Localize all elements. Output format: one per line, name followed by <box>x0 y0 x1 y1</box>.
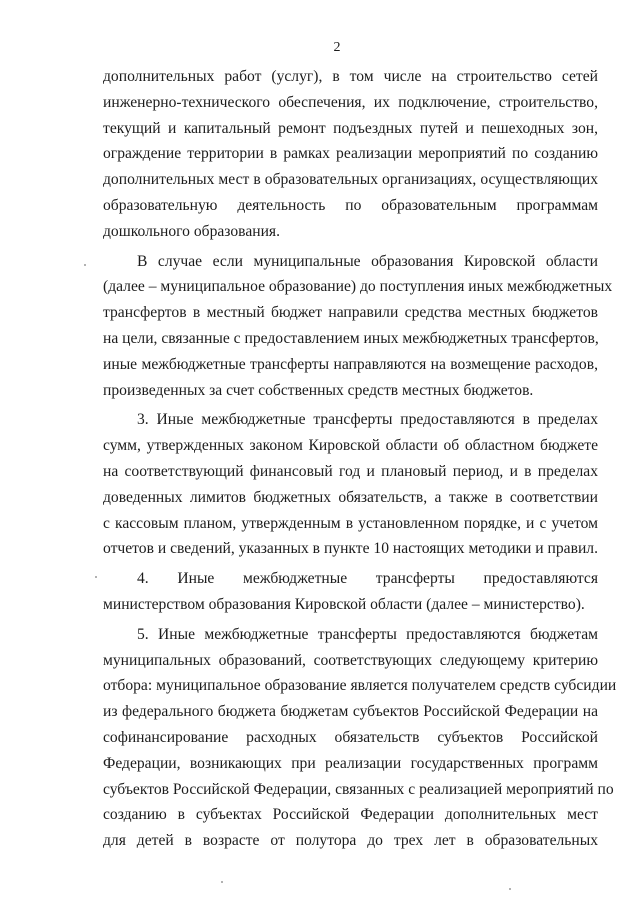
text-line: 5. Иные межбюджетные трансферты предоставляются бюджетам <box>137 625 598 643</box>
text-line: для детей в возрасте от полутора до трех лет в образовательных <box>103 832 598 850</box>
text-line: трансфертов в местный бюджет направили средства местных бюджетов <box>103 304 598 322</box>
text-line: В случае если муниципальные образования Кировской области <box>137 252 598 270</box>
text-line: произведенных за счет собственных средств местных бюджетов. <box>103 381 534 399</box>
text-line: дополнительных мест в образовательных организациях, осуществляющих <box>103 171 598 189</box>
paragraph-continuation <box>103 64 598 245</box>
text-line: образовательную деятельность по образовательным программам <box>103 196 598 214</box>
text-line: с кассовым планом, утвержденным в установленном порядке, и с учетом <box>103 514 598 532</box>
paragraph-item-5 <box>103 622 617 854</box>
text-line: созданию в субъектах Российской Федерации дополнительных мест <box>103 806 598 824</box>
text-line: текущий и капитальный ремонт подъездных путей и пешеходных зон, <box>103 119 598 137</box>
text-line: отчетов и сведений, указанных в пункте 10 настоящих методики и правил. <box>103 540 598 558</box>
text-line: министерством образования Кировской области (далее – министерство). <box>103 595 585 613</box>
text-line: на соответствующий финансовый год и плановый период, и в пределах <box>103 462 598 480</box>
text-line: софинансирование расходных обязательств субъектов Российской <box>103 728 598 746</box>
text-line: из федерального бюджета бюджетам субъектов Российской Федерации на <box>103 703 598 721</box>
text-line: инженерно-технического обеспечения, их подключение, строительство, <box>103 93 598 111</box>
page-number: 2 <box>333 40 341 55</box>
text-line: 4. Иные межбюджетные трансферты предоставляются <box>137 570 598 588</box>
paragraph-item-3 <box>103 407 598 562</box>
paragraph-advance-funding <box>103 249 613 404</box>
text-line: на цели, связанные с предоставлением иных межбюджетных трансфертов, <box>103 329 599 347</box>
text-line: муниципальных образований, соответствующих следующему критерию <box>103 651 598 669</box>
scan-speck <box>84 264 86 266</box>
text-line: (далее – муниципальное образование) до поступления иных межбюджетных <box>103 278 613 296</box>
text-line: дополнительных работ (услуг), в том числе на строительство сетей <box>103 68 598 85</box>
body-text <box>103 64 617 854</box>
text-line: 3. Иные межбюджетные трансферты предоставляются в пределах <box>137 411 598 429</box>
scan-speck <box>95 576 97 578</box>
text-line: отбора: муниципальное образование является получателем средств субсидии <box>103 677 617 695</box>
paragraph-item-4 <box>103 566 598 618</box>
scan-speck <box>509 888 511 890</box>
text-line: дошкольного образования. <box>103 222 281 240</box>
text-line: сумм, утвержденных законом Кировской области об областном бюджете <box>103 437 598 455</box>
text-line: доведенных лимитов бюджетных обязательств, а также в соответствии <box>103 488 598 506</box>
text-line: ограждение территории в рамках реализации мероприятий по созданию <box>103 145 598 163</box>
text-line: Федерации, возникающих при реализации государственных программ <box>103 754 598 772</box>
text-line: иные межбюджетные трансферты направляются на возмещение расходов, <box>103 355 598 373</box>
text-line: субъектов Российской Федерации, связанных с реализацией мероприятий по <box>103 780 614 798</box>
scan-speck <box>221 881 223 883</box>
